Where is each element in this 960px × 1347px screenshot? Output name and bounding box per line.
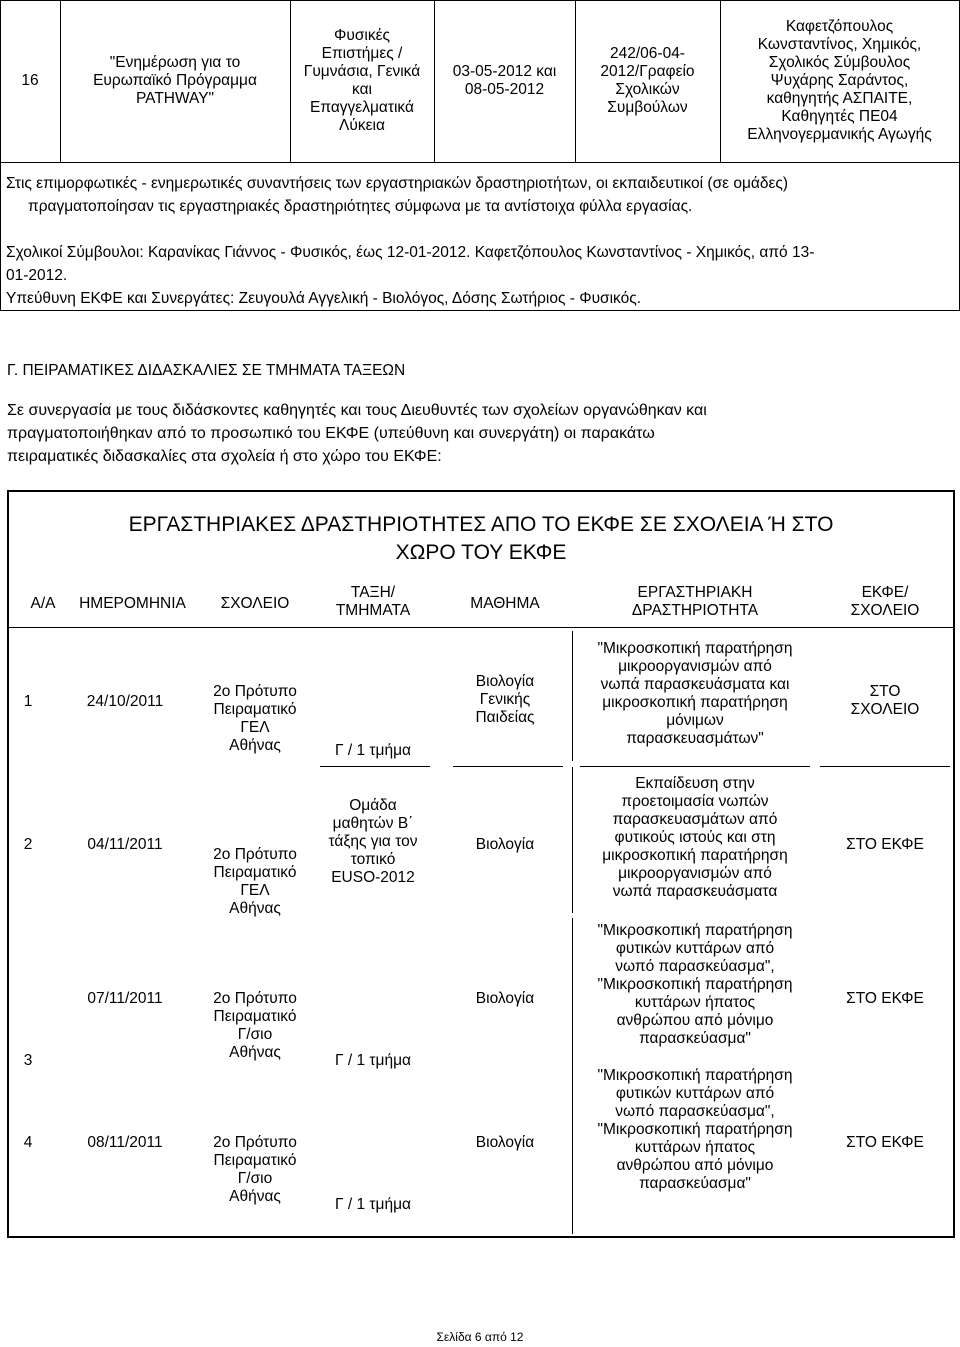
row-course: Βιολογία (475, 990, 535, 1007)
row-course: Βιολογία (475, 1134, 535, 1151)
header-class: ΤΑΞΗ/ ΤΜΗΜΑΤΑ (335, 584, 411, 619)
row-place: ΣΤΟ ΕΚΦΕ (846, 836, 924, 853)
row-activity: "Μικροσκοπική παρατήρηση φυτικών κυττάρων από νωπό παρασκεύασμα", "Μικροσκοπική παρατήρηση κυττάρων ήπατος ανθρώπου από μόνιμο παρασκεύασμα" (597, 1067, 793, 1192)
row-school: 2ο Πρότυπο Πειραματικό ΓΕΛ Αθήνας (213, 683, 297, 754)
header-place: ΕΚΦΕ/ ΣΧΟΛΕΙΟ (850, 584, 920, 619)
row-activity: Εκπαίδευση στην προετοιμασία νωπών παρασκευασμάτων από φυτικούς ιστούς και στη μικροσκοπική παρατήρηση μικροοργανισμών από νωπά παρασκευάσματα (602, 775, 788, 900)
row-date: 24/10/2011 (86, 693, 164, 710)
header-aa: Α/Α (30, 595, 56, 612)
row-activity: "Μικροσκοπική παρατήρηση φυτικών κυττάρων από νωπό παρασκεύασμα", "Μικροσκοπική παρατήρηση κυττάρων ήπατος ανθρώπου από μόνιμο παρασκεύασμα" (597, 922, 793, 1047)
intro-line: πραγματοποιήθηκαν από το προσωπικό του ΕΚΦΕ (υπεύθυνη και συνεργάτη) οι παρακάτω (7, 425, 655, 442)
row-class: Ομάδα μαθητών Β΄ τάξης για τον τοπικό EUSO-2012 (328, 797, 418, 886)
row-class: Γ / 1 τμήμα (335, 1196, 411, 1213)
page-number: Σελίδα 6 από 12 (436, 1330, 524, 1344)
row-school: 2ο Πρότυπο Πειραματικό ΓΕΛ Αθήνας (213, 846, 297, 917)
row-school: 2ο Πρότυπο Πειραματικό Γ/σιο Αθήνας (213, 990, 297, 1061)
notes-line: Υπεύθυνη ΕΚΦΕ και Συνεργάτες: Ζευγουλά Αγγελική - Βιολόγος, Δόσης Σωτήριος - Φυσικός. (6, 290, 642, 307)
row-school: 2ο Πρότυπο Πειραματικό Γ/σιο Αθήνας (213, 1134, 297, 1205)
row-place: ΣΤΟ ΣΧΟΛΕΙΟ (850, 683, 920, 718)
row-aa: 3 (23, 1052, 33, 1069)
notes-line: Σχολικοί Σύμβουλοι: Καρανίκας Γιάννος - Φυσικός, έως 12-01-2012. Καφετζόπουλος Κωνσταντίνος - Χημικός, από 13- (6, 244, 815, 261)
top-row-number: 16 (21, 72, 39, 89)
intro-line: πειραματικές διδασκαλίες στα σχολεία ή στο χώρο του ΕΚΦΕ: (7, 448, 442, 465)
row-course: Βιολογία (475, 836, 535, 853)
header-course: ΜΑΘΗΜΑ (470, 595, 540, 612)
notes-line: 01-2012. (6, 267, 68, 284)
header-date: ΗΜΕΡΟΜΗΝΙΑ (79, 595, 186, 612)
section-heading: Γ. ΠΕΙΡΑΜΑΤΙΚΕΣ ΔΙΔΑΣΚΑΛΙΕΣ ΣΕ ΤΜΗΜΑΤΑ ΤΑΞΕΩΝ (7, 362, 406, 379)
notes-line: πραγματοποίησαν τις εργαστηριακές δραστηριότητες σύμφωνα με τα αντίστοιχα φύλλα εργασίας. (28, 198, 693, 215)
notes-line: Στις επιμορφωτικές - ενημερωτικές συναντήσεις των εργαστηριακών δραστηριοτήτων, οι εκπαιδευτικοί (σε ομάδες) (6, 175, 789, 192)
table-title: ΧΩΡΟ ΤΟΥ ΕΚΦΕ (395, 541, 567, 564)
row-place: ΣΤΟ ΕΚΦΕ (846, 1134, 924, 1151)
row-aa: 1 (23, 693, 33, 710)
row-aa: 4 (23, 1134, 33, 1151)
row-date: 08/11/2011 (87, 1134, 163, 1151)
row-aa: 2 (23, 836, 33, 853)
top-row-trainers: Καφετζόπουλος Κωνσταντίνος, Χημικός, Σχολικός Σύμβουλος Ψυχάρης Σαράντος, καθηγητής ΑΣΠΑΙΤΕ, Καθηγητές ΠΕ04 Ελληνογερμανικής Αγωγής (747, 18, 932, 143)
intro-line: Σε συνεργασία με τους διδάσκοντες καθηγητές και τους Διευθυντές των σχολείων οργανώθηκαν και (7, 402, 707, 419)
header-school: ΣΧΟΛΕΙΟ (220, 595, 290, 612)
top-row-participants: Φυσικές Επιστήμες / Γυμνάσια, Γενικά και Επαγγελματικά Λύκεια (303, 27, 421, 134)
row-course: Βιολογία Γενικής Παιδείας (475, 673, 535, 726)
row-date: 07/11/2011 (87, 990, 163, 1007)
row-date: 04/11/2011 (87, 836, 163, 853)
row-place: ΣΤΟ ΕΚΦΕ (846, 990, 924, 1007)
header-activity: ΕΡΓΑΣΤΗΡΙΑΚΗ ΔΡΑΣΤΗΡΙΟΤΗΤΑ (631, 584, 759, 619)
row-class: Γ / 1 τμήμα (335, 742, 411, 759)
top-row-title: "Ενημέρωση για το Ευρωπαϊκό Πρόγραμμα PATHWAY" (93, 54, 257, 107)
top-row-dates: 03-05-2012 και 08-05-2012 (452, 63, 557, 98)
top-row-protocol: 242/06-04- 2012/Γραφείο Σχολικών Συμβούλων (600, 45, 695, 116)
row-class: Γ / 1 τμήμα (335, 1052, 411, 1069)
row-activity: "Μικροσκοπική παρατήρηση μικροοργανισμών από νωπά παρασκευάσματα και μικροσκοπική παρατήρηση μόνιμων παρασκευασμάτων" (597, 640, 793, 747)
table-title: ΕΡΓΑΣΤΗΡΙΑΚΕΣ ΔΡΑΣΤΗΡΙΟΤΗΤΕΣ ΑΠΟ ΤΟ ΕΚΦΕ ΣΕ ΣΧΟΛΕΙΑ Ή ΣΤΟ (128, 513, 834, 536)
